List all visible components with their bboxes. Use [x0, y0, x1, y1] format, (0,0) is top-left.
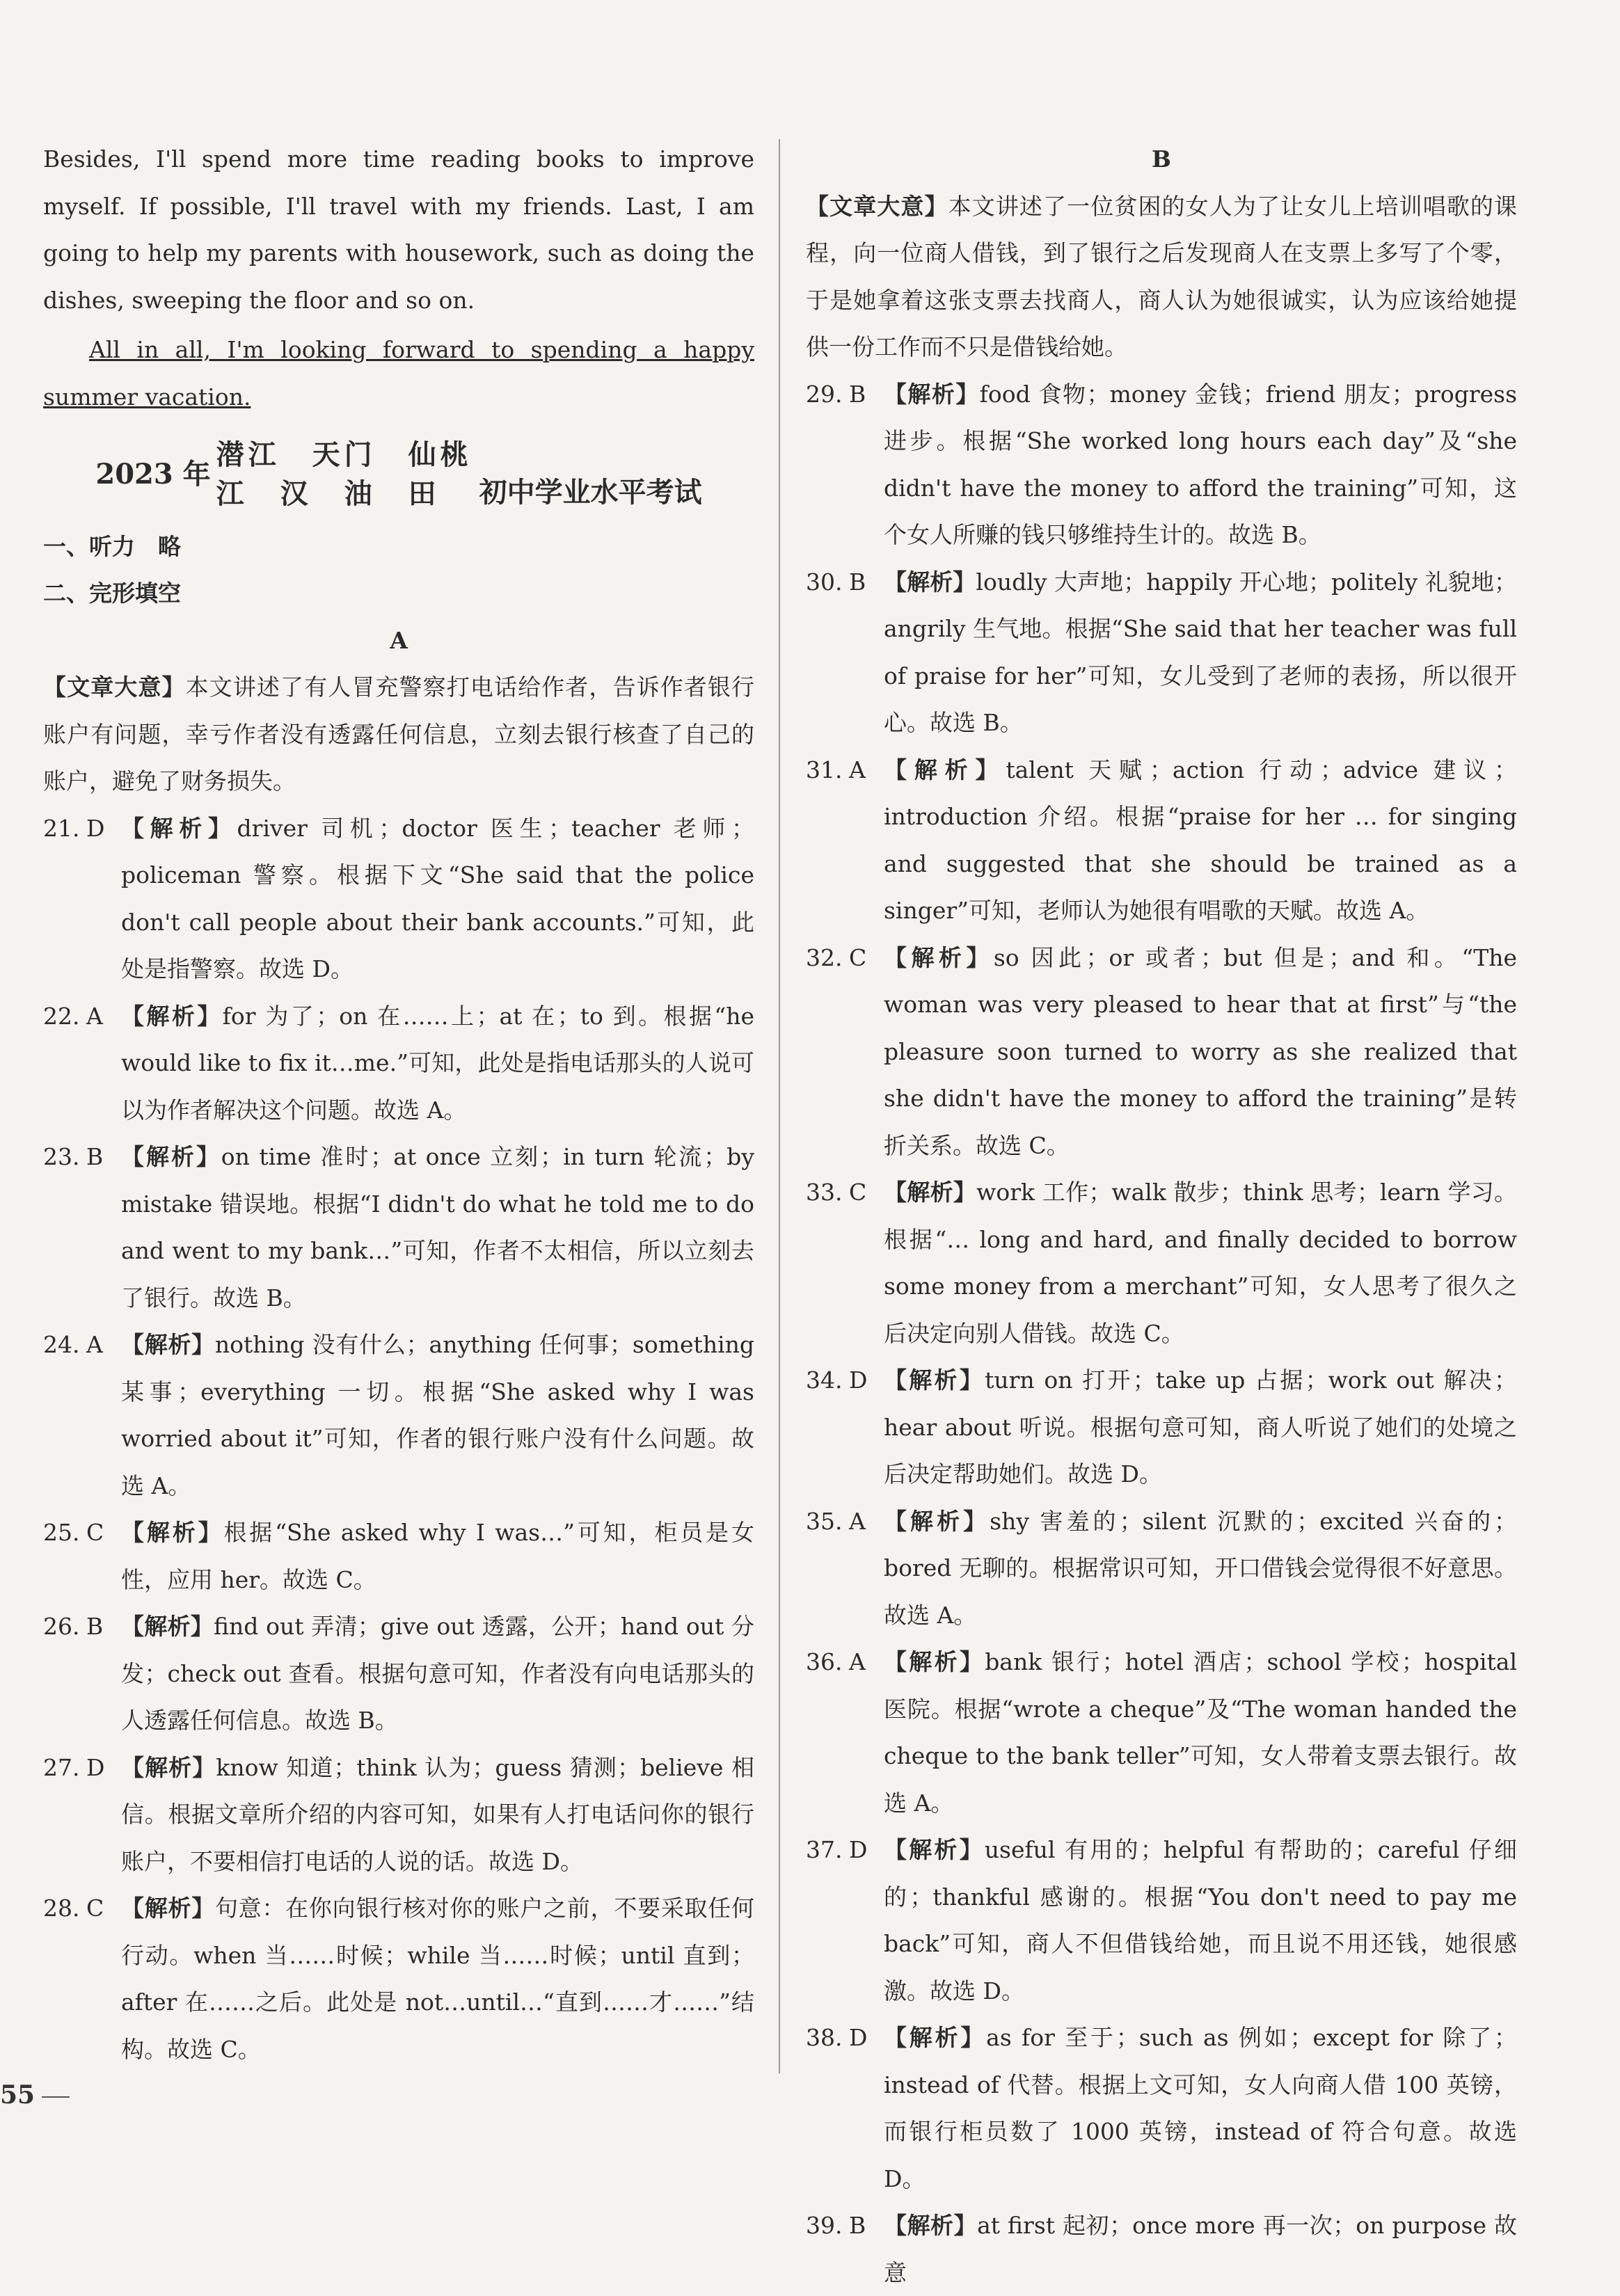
item-body: [121, 993, 754, 1134]
item-number: 33.: [806, 1179, 843, 1206]
item-answer: A: [849, 756, 866, 783]
answer-item: [43, 1603, 754, 1744]
item-body: [884, 1357, 1517, 1498]
item-text: at first 起初；once more 再一次；on purpose 故意: [884, 2212, 1518, 2286]
exam-cities: [216, 436, 472, 513]
item-text: driver 司机；doctor 医生；teacher 老师；policeman 警察。根据下文“She said that the police don't call people about their bank accounts.”可知，此处是指警察。故选 D。: [121, 814, 755, 982]
item-text: work 工作；walk 散步；think 思考；learn 学习。根据“… long and hard, and finally decided to borrow some money from a merchant”可知，女人思考了很久之后决定向别人借钱。故选 C。: [884, 1179, 1518, 1347]
item-answer: D: [849, 1366, 868, 1394]
item-answer: C: [86, 1895, 104, 1922]
answer-item: [806, 934, 1517, 1170]
item-text: shy 害羞的；silent 沉默的；excited 兴奋的；bored 无聊的。根据常识可知，开口借钱会觉得很不好意思。故选 A。: [884, 1507, 1518, 1629]
analysis-tag: 【解析】: [121, 814, 237, 842]
item-body: [884, 1169, 1517, 1357]
item-answer: D: [86, 1753, 105, 1781]
item-answer: B: [849, 568, 866, 596]
answer-item: [43, 993, 754, 1134]
answer-item: [43, 805, 754, 993]
item-answer: B: [849, 380, 866, 408]
summary-text: 本文讲述了有人冒充警察打电话给作者，告诉作者银行账户有问题，幸亏作者没有透露任何信息，立刻去银行核查了自己的账户，避免了财务损失。: [43, 673, 755, 795]
answer-item: [806, 1169, 1517, 1357]
summary-tag: 【文章大意】: [43, 673, 186, 701]
item-body: [884, 1498, 1517, 1639]
section-listening: 一、听力 略: [43, 532, 181, 560]
item-number: 31.: [806, 756, 843, 783]
analysis-tag: 【解析】: [121, 1331, 215, 1358]
exam-cities-bottom: 江 汉 油 田: [216, 477, 440, 510]
item-body: [884, 559, 1517, 747]
item-body: [121, 805, 754, 993]
item-number: 36.: [806, 1648, 843, 1675]
item-number: 30.: [806, 568, 843, 596]
exam-name: 初中学业水平考试: [479, 476, 702, 509]
item-body: [884, 747, 1517, 934]
item-text: turn on 打开；take up 占据；work out 解决；hear about 听说。根据句意可知，商人听说了她们的处境之后决定帮助她们。故选 D。: [884, 1366, 1517, 1488]
page-number: [0, 2080, 70, 2110]
item-text: 根据“She asked why I was…”可知，柜员是女性，应用 her。故选 C。: [121, 1519, 754, 1593]
item-text: as for 至于；such as 例如；except for 除了；instead of 代替。根据上文可知，女人向商人借 100 英镑，而银行柜员数了 1000 英镑，instead of 符合句意。故选 D。: [884, 2024, 1518, 2192]
analysis-tag: 【解析】: [884, 568, 976, 596]
answer-item: [43, 1509, 754, 1603]
item-number: 28.: [43, 1895, 80, 1922]
item-answer: A: [849, 1648, 866, 1675]
item-answer: D: [849, 1836, 868, 1863]
exam-title: [43, 433, 754, 516]
item-body: [121, 1321, 754, 1509]
summary-b: [806, 183, 1517, 371]
item-text: loudly 大声地；happily 开心地；politely 礼貌地；angrily 生气地。根据“She said that her teacher was full of praise for her”可知，女儿受到了老师的表扬，所以很开心。故选 B。: [884, 568, 1518, 736]
item-body: [121, 1885, 754, 2073]
analysis-tag: 【解析】: [121, 1519, 224, 1546]
page-number-dash: [42, 2096, 70, 2098]
analysis-tag: 【解析】: [884, 1507, 990, 1535]
item-answer: B: [86, 1143, 104, 1170]
item-body: [121, 1509, 754, 1603]
answer-item: [806, 1357, 1517, 1498]
item-text: 句意：在你向银行核对你的账户之前，不要采取任何行动。when 当……时候；while 当……时候；until 直到；after 在……之后。此处是 not…until…“直到……才……”结构。故选 C。: [121, 1895, 755, 2063]
item-text: useful 有用的；helpful 有帮助的；careful 仔细的；thankful 感谢的。根据“You don't need to pay me back”可知，商人不但借钱给她，而且说不用还钱，她很感激。故选 D。: [884, 1836, 1517, 2004]
exam-year: 2023 年: [95, 458, 211, 491]
analysis-tag: 【解析】: [884, 380, 980, 408]
item-text: know 知道；think 认为；guess 猜测；believe 相信。根据文章所介绍的内容可知，如果有人打电话问你的银行账户，不要相信打电话的人说的话。故选 D。: [121, 1753, 755, 1875]
item-number: 24.: [43, 1331, 80, 1358]
summary-text: 本文讲述了一位贫困的女人为了让女儿上培训唱歌的课程，向一位商人借钱，到了银行之后发现商人在支票上多写了个零，于是她拿着这张支票去找商人，商人认为她很诚实，认为应该给她提供一份工作而不只是借钱给她。: [806, 192, 1518, 360]
item-text: talent 天赋；action 行动；advice 建议；introduction 介绍。根据“praise for her … for singing and suggested that she should be trained as a singer”可知，老师认为她很有唱歌的天赋。故选 A。: [884, 756, 1518, 924]
item-body: [884, 371, 1517, 559]
analysis-tag: 【解析】: [884, 2212, 978, 2239]
item-text: so 因此；or 或者；but 但是；and 和。“The woman was very pleased to hear that at first”与“the pleasure soon turned to worry as she realized that she didn't have the money to afford the training”是转折关系。故选 C。: [884, 943, 1517, 1159]
passage-heading-b: B: [1152, 145, 1171, 173]
analysis-tag: 【解析】: [884, 756, 1006, 783]
item-number: 39.: [806, 2212, 843, 2239]
item-answer: C: [849, 943, 867, 971]
item-text: nothing 没有什么；anything 任何事；something 某事；everything 一切。根据“She asked why I was worried about it”可知，作者的银行账户没有什么问题。故选 A。: [121, 1331, 755, 1499]
item-answer: D: [86, 814, 105, 842]
item-body: [121, 1744, 754, 1886]
item-body: [121, 1133, 754, 1321]
section-cloze: 二、完形填空: [43, 580, 181, 607]
answer-item: [806, 1639, 1517, 1826]
item-number: 25.: [43, 1519, 80, 1546]
analysis-tag: 【解析】: [884, 1648, 985, 1675]
answer-item: [43, 1744, 754, 1886]
answer-item: [806, 559, 1517, 747]
analysis-tag: 【解析】: [884, 943, 994, 971]
item-number: 32.: [806, 943, 843, 971]
intro-paragraph: Besides, I'll spend more time reading books to improve myself. If possible, I'll travel with my friends. Last, I am going to help my parents with housework, such as doing the dishes, sweeping the floor and so on.: [43, 145, 754, 314]
item-answer: C: [86, 1519, 104, 1546]
answer-item: [43, 1133, 754, 1321]
item-body: [884, 2014, 1517, 2202]
item-text: find out 弄清；give out 透露，公开；hand out 分发；check out 查看。根据句意可知，作者没有向电话那头的人透露任何信息。故选 B。: [121, 1613, 754, 1734]
item-answer: B: [849, 2212, 866, 2239]
item-number: 23.: [43, 1143, 80, 1170]
answer-item: [806, 371, 1517, 559]
analysis-tag: 【解析】: [884, 1179, 977, 1206]
item-text: on time 准时；at once 立刻；in turn 轮流；by mistake 错误地。根据“I didn't do what he told me to do and went to my bank…”可知，作者不太相信，所以立刻去了银行。故选 B。: [121, 1143, 754, 1312]
item-number: 29.: [806, 380, 843, 408]
item-answer: C: [849, 1179, 867, 1206]
item-text: for 为了；on 在……上；at 在；to 到。根据“he would like to fix it…me.”可知，此处是指电话那头的人说可以为作者解决这个问题。故选 A。: [121, 1002, 755, 1124]
item-body: [884, 1826, 1517, 2014]
analysis-tag: 【解析】: [884, 2024, 987, 2051]
summary-tag: 【文章大意】: [806, 192, 948, 220]
answer-item: [806, 1498, 1517, 1639]
exam-cities-top: 潜江 天门 仙桃: [216, 438, 472, 471]
answer-item: [806, 2014, 1517, 2202]
answer-item: [43, 1885, 754, 2073]
column-divider: [779, 139, 780, 2073]
left-column: [43, 136, 754, 2073]
answer-item: [806, 747, 1517, 934]
item-number: 38.: [806, 2024, 843, 2051]
analysis-tag: 【解析】: [121, 1143, 221, 1170]
item-number: 22.: [43, 1002, 80, 1030]
item-body: [884, 1639, 1517, 1826]
item-body: [121, 1603, 754, 1744]
item-number: 26.: [43, 1613, 80, 1640]
item-body: [884, 2202, 1517, 2296]
item-body: [884, 934, 1517, 1170]
item-answer: A: [86, 1002, 103, 1030]
item-number: 37.: [806, 1836, 843, 1863]
item-answer: D: [849, 2024, 868, 2051]
analysis-tag: 【解析】: [884, 1366, 985, 1394]
item-answer: B: [86, 1613, 104, 1640]
item-text: bank 银行；hotel 酒店；school 学校；hospital 医院。根据“wrote a cheque”及“The woman handed the cheque to the bank teller”可知，女人带着支票去银行。故选 A。: [884, 1648, 1518, 1817]
summary-a: [43, 664, 754, 805]
analysis-tag: 【解析】: [121, 1002, 223, 1030]
answer-item: [806, 2202, 1517, 2296]
item-text: food 食物；money 金钱；friend 朋友；progress 进步。根据“She worked long hours each day”及“she didn't have the money to afford the training”可知，这个女人所赚的钱只够维持生计的。故选 B。: [884, 380, 1518, 548]
item-answer: A: [86, 1331, 103, 1358]
item-number: 35.: [806, 1507, 843, 1535]
closing-sentence: All in all, I'm looking forward to spending a happy summer vacation.: [43, 336, 754, 410]
item-number: 27.: [43, 1753, 80, 1781]
analysis-tag: 【解析】: [121, 1613, 214, 1640]
passage-heading-a: A: [390, 626, 408, 654]
analysis-tag: 【解析】: [121, 1895, 215, 1922]
item-number: 34.: [806, 1366, 843, 1394]
analysis-tag: 【解析】: [884, 1836, 985, 1863]
answer-item: [806, 1826, 1517, 2014]
page-number-text: 55: [0, 2080, 35, 2110]
item-number: 21.: [43, 814, 80, 842]
right-column: [806, 136, 1517, 2296]
item-answer: A: [849, 1507, 866, 1535]
analysis-tag: 【解析】: [121, 1753, 216, 1781]
answer-item: [43, 1321, 754, 1509]
